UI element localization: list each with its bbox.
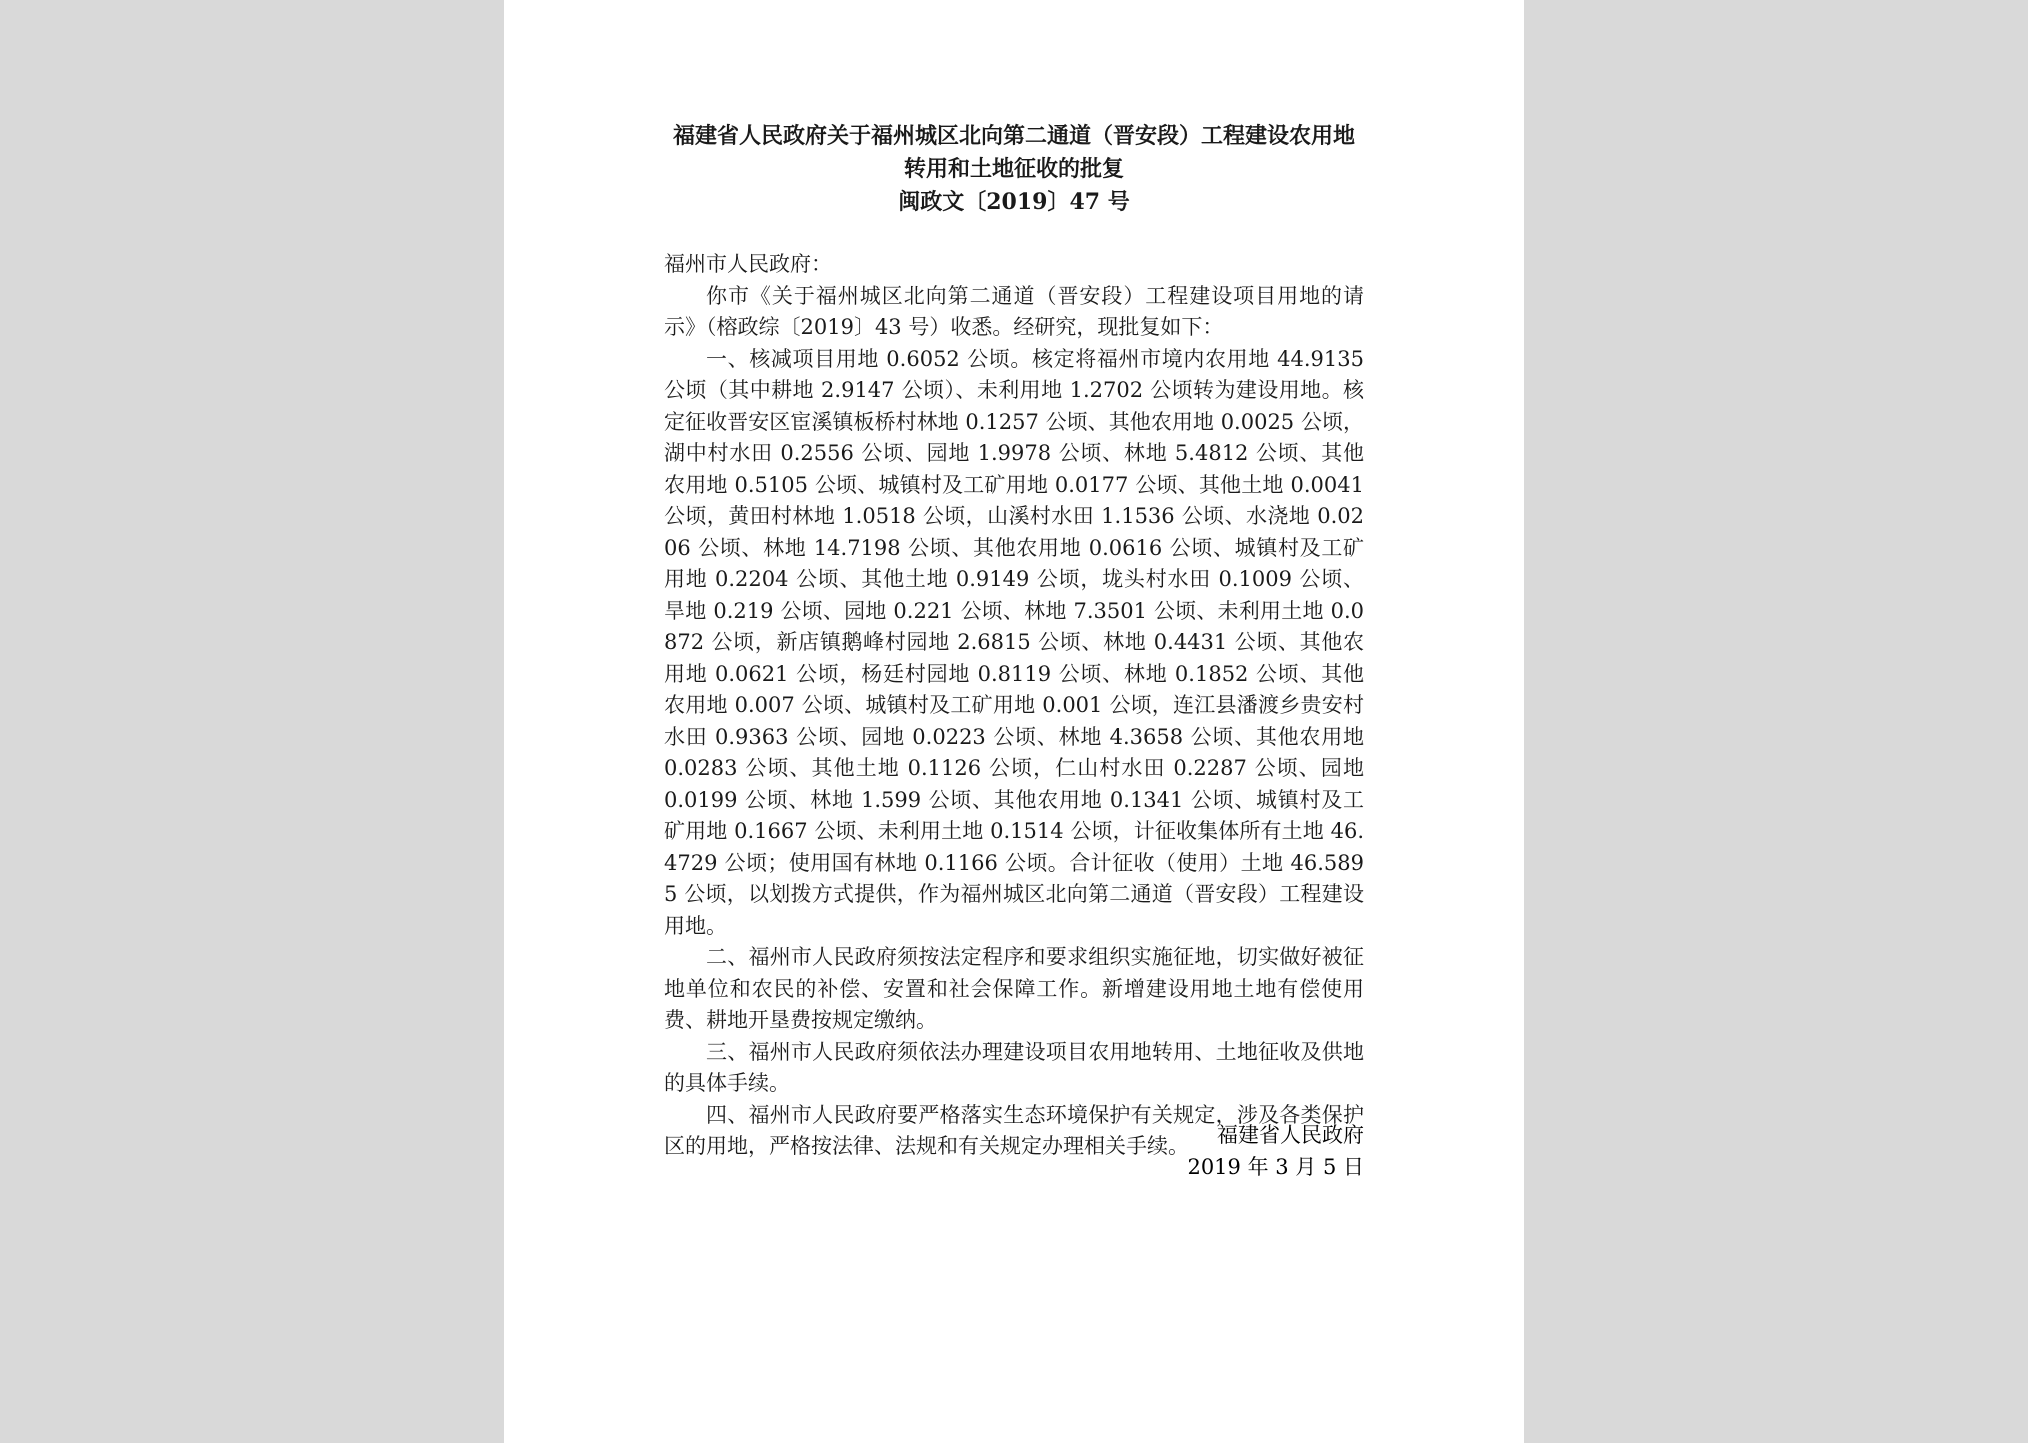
addressee: 福州市人民政府： xyxy=(664,252,832,276)
paragraph-item-4: 四、福州市人民政府要严格落实生态环境保护有关规定，涉及各类保护区的用地，严格按法律、法规和有关规定办理相关手续。 xyxy=(664,1102,1364,1158)
signature-block xyxy=(1187,1120,1364,1183)
paragraph-item-2: 二、福州市人民政府须按法定程序和要求组织实施征地，切实做好被征地单位和农民的补偿、安置和社会保障工作。新增建设用地土地有偿使用费、耕地开垦费按规定缴纳。 xyxy=(664,945,1364,1032)
paragraph-intro: 你市《关于福州城区北向第二通道（晋安段）工程建设项目用地的请示》（榕政综〔2019〕43 号）收悉。经研究，现批复如下： xyxy=(664,283,1364,339)
paragraph-item-3: 三、福州市人民政府须依法办理建设项目农用地转用、土地征收及供地的具体手续。 xyxy=(664,1039,1364,1095)
document-body xyxy=(664,120,1364,1163)
paragraph-item-1: 一、核减项目用地 0.6052 公顷。核定将福州市境内农用地 44.9135 公顷（其中耕地 2.9147 公顷）、未利用地 1.2702 公顷转为建设用地。核定征收晋安区宦溪镇板桥村林地 0.1257 公顷、其他农用地 0.0025 公顷，湖中村水田 0.2556 公顷、园地 1.9978 公顷、林地 5.4812 公顷、其他农用地 0.5105 公顷、城镇村及工矿用地 0.0177 公顷、其他土地 0.0041 公顷，黄田村林地 1.0518 公顷，山溪村水田 1.1536 公顷、水浇地 0.0206 公顷、林地 14.7198 公顷、其他农用地 0.0616 公顷、城镇村及工矿用地 0.2204 公顷、其他土地 0.9149 公顷，垅头村水田 0.1009 公顷、旱地 0.219 公顷、园地 0.221 公顷、林地 7.3501 公顷、未利用土地 0.0872 公顷，新店镇鹅峰村园地 2.6815 公顷、林地 0.4431 公顷、其他农用地 0.0621 公顷，杨廷村园地 0.8119 公顷、林地 0.1852 公顷、其他农用地 0.007 公顷、城镇村及工矿用地 0.001 公顷，连江县潘渡乡贵安村水田 0.9363 公顷、园地 0.0223 公顷、林地 4.3658 公顷、其他农用地 0.0283 公顷、其他土地 0.1126 公顷，仁山村水田 0.2287 公顷、园地 0.0199 公顷、林地 1.599 公顷、其他农用地 0.1341 公顷、城镇村及工矿用地 0.1667 公顷、未利用土地 0.1514 公顷，计征收集体所有土地 46.4729 公顷；使用国有林地 0.1166 公顷。合计征收（使用）土地 46.5895 公顷，以划拨方式提供，作为福州城区北向第二通道（晋安段）工程建设用地。 xyxy=(664,346,1364,938)
signature-issuer: 福建省人民政府 xyxy=(1217,1123,1364,1147)
signature-date: 2019 年 3 月 5 日 xyxy=(1187,1154,1364,1179)
document-number: 闽政文〔2019〕47 号 xyxy=(898,189,1130,215)
document-title: 福建省人民政府关于福州城区北向第二通道（晋安段）工程建设农用地转用和土地征收的批复 xyxy=(672,123,1355,182)
document-page xyxy=(504,0,1524,1443)
